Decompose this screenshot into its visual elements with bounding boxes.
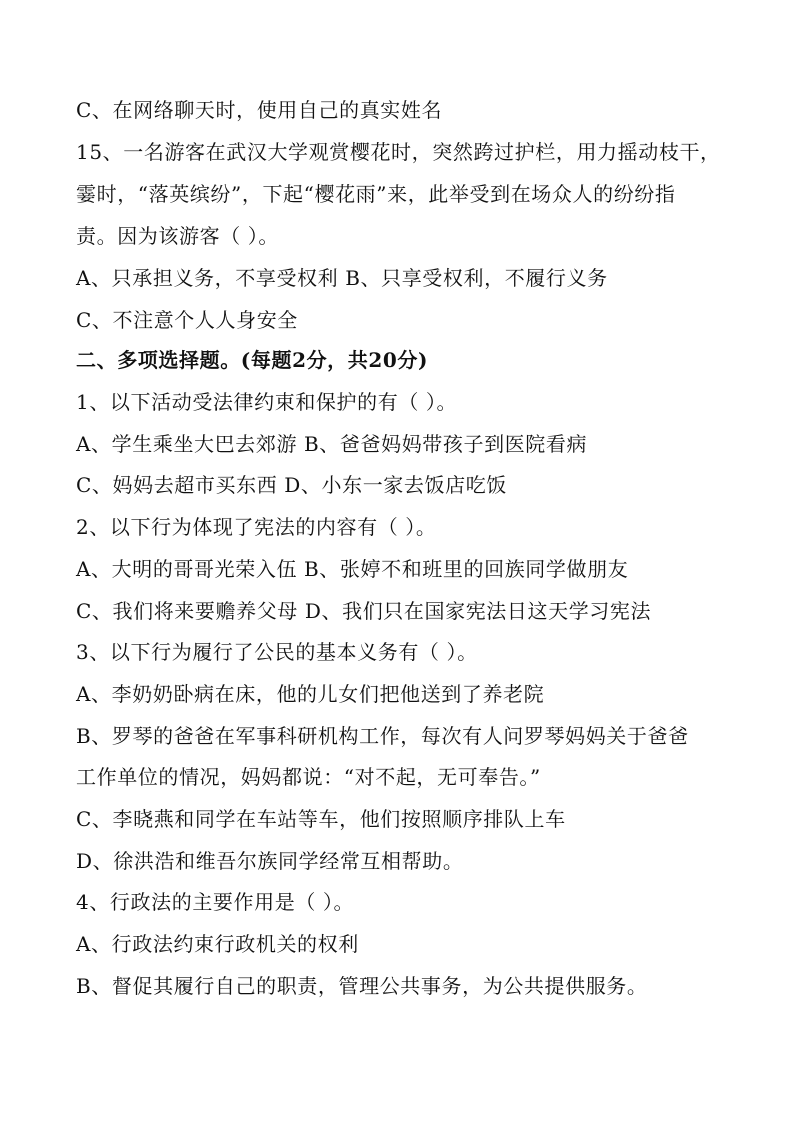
mc-question-3-stem: 3、以下行为履行了公民的基本义务有（ ）。: [76, 640, 478, 664]
mc-question-2-stem: 2、以下行为体现了宪法的内容有（ ）。: [76, 515, 437, 539]
question-15-options-ab: A、只承担义务，不享受权利 B、只享受权利，不履行义务: [76, 266, 608, 290]
mc-question-3-option-a: A、李奶奶卧病在床，他的儿女们把他送到了养老院: [76, 682, 545, 706]
mc-question-3-option-c: C、李晓燕和同学在车站等车，他们按照顺序排队上车: [76, 807, 566, 831]
question-15-stem-line-1: 15、一名游客在武汉大学观赏樱花时，突然跨过护栏，用力摇动枝干，: [76, 140, 721, 164]
question-14-option-c: C、在网络聊天时，使用自己的真实姓名: [76, 98, 443, 122]
mc-question-4-stem: 4、行政法的主要作用是（ ）。: [76, 890, 355, 914]
section-2-heading: 二、多项选择题。(每题2分，共20分): [76, 348, 429, 372]
mc-question-2-options-ab: A、大明的哥哥光荣入伍 B、张婷不和班里的回族同学做朋友: [76, 557, 629, 581]
mc-question-1-options-ab: A、学生乘坐大巴去郊游 B、爸爸妈妈带孩子到医院看病: [76, 432, 588, 456]
question-15-stem-line-3: 责。因为该游客（ ）。: [76, 224, 279, 248]
mc-question-3-option-d: D、徐洪浩和维吾尔族同学经常互相帮助。: [76, 849, 464, 873]
question-15-option-c: C、不注意个人人身安全: [76, 308, 298, 332]
mc-question-4-option-a: A、行政法约束行政机关的权利: [76, 932, 359, 956]
mc-question-1-options-cd: C、妈妈去超市买东西 D、小东一家去饭店吃饭: [76, 473, 507, 497]
question-15-stem-line-2: 霎时，“落英缤纷”，下起“樱花雨”来，此举受到在场众人的纷纷指: [76, 182, 676, 206]
mc-question-2-options-cd: C、我们将来要赡养父母 D、我们只在国家宪法日这天学习宪法: [76, 599, 652, 623]
mc-question-1-stem: 1、以下活动受法律约束和保护的有（ ）。: [76, 390, 458, 414]
mc-question-3-option-b-line-2: 工作单位的情况，妈妈都说：“对不起，无可奉告。”: [76, 765, 541, 789]
mc-question-4-option-b: B、督促其履行自己的职责，管理公共事务，为公共提供服务。: [76, 974, 648, 998]
mc-question-3-option-b-line-1: B、罗琴的爸爸在军事科研机构工作，每次有人问罗琴妈妈关于爸爸: [76, 724, 689, 748]
